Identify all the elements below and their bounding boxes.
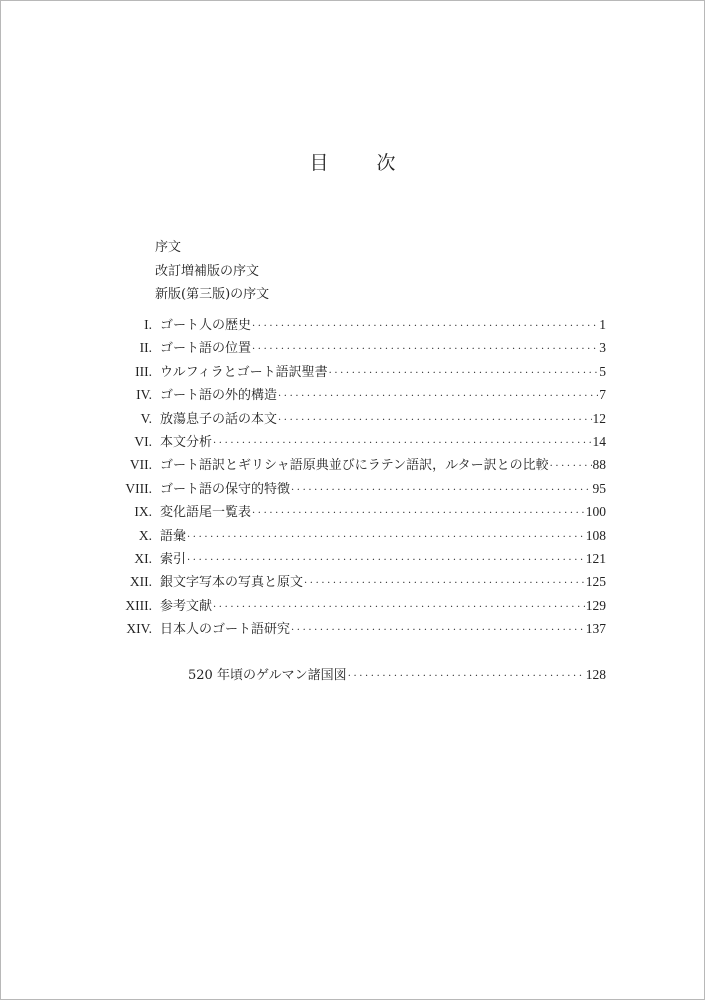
page-number: 5 — [599, 363, 606, 379]
dot-leader — [291, 619, 585, 642]
dot-leader — [348, 665, 585, 688]
page-title-char-1: 目 — [309, 152, 329, 174]
page-title — [0, 148, 705, 175]
toc-row[interactable] — [96, 430, 606, 453]
table-of-contents — [96, 313, 606, 640]
chapter-number: VI. — [134, 433, 152, 449]
chapter-title: ゴート語の保守的特徴 — [160, 481, 291, 497]
chapter-title: 索引 — [160, 551, 187, 567]
chapter-number: XII. — [129, 574, 152, 590]
toc-row[interactable] — [96, 524, 606, 547]
preface-item[interactable]: 改訂増補版の序文 — [155, 263, 260, 279]
toc-row[interactable] — [96, 477, 606, 500]
preface-item[interactable]: 序文 — [155, 240, 182, 255]
chapter-title: 本文分析 — [160, 434, 213, 450]
chapter-number: III. — [135, 363, 152, 379]
toc-row[interactable] — [96, 617, 606, 640]
preface-item[interactable]: 新版(第三版)の序文 — [155, 287, 270, 302]
toc-row[interactable] — [96, 594, 606, 617]
chapter-title: ゴート人の歴史 — [160, 318, 252, 333]
toc-row[interactable] — [96, 407, 606, 430]
chapter-number: II. — [139, 340, 152, 356]
dot-leader — [329, 362, 599, 385]
page-number: 14 — [592, 433, 606, 449]
chapter-number: XIV. — [126, 621, 152, 637]
toc-row[interactable] — [96, 547, 606, 570]
chapter-title: 銀文字写本の写真と原文 — [160, 575, 304, 591]
chapter-title: ウルフィラとゴート語訳聖書 — [160, 364, 328, 380]
dot-leader — [187, 549, 585, 572]
chapter-number: XI. — [134, 550, 152, 566]
page-number: 128 — [585, 667, 606, 682]
page-number: 108 — [585, 527, 606, 543]
page-title-char-2: 次 — [376, 152, 396, 174]
dot-leader — [252, 502, 585, 525]
toc-row[interactable] — [96, 360, 606, 383]
chapter-number: IX. — [134, 504, 152, 520]
chapter-title: 日本人のゴート語研究 — [160, 622, 291, 638]
dot-leader — [278, 409, 591, 432]
chapter-number: VII. — [129, 457, 152, 473]
dot-leader — [187, 526, 585, 549]
chapter-title: 参考文献 — [160, 598, 213, 614]
chapter-number: XIII. — [125, 597, 152, 613]
page-number: 121 — [585, 550, 606, 566]
toc-row[interactable] — [96, 336, 606, 359]
toc-row[interactable] — [96, 570, 606, 593]
chapter-number: I. — [144, 317, 152, 332]
page-number: 137 — [585, 621, 606, 637]
page-number: 125 — [585, 574, 606, 590]
page-number: 7 — [599, 387, 606, 403]
dot-leader — [213, 596, 585, 619]
chapter-number: X. — [138, 527, 152, 543]
chapter-title: ゴート語の位置 — [160, 341, 252, 357]
preface-list — [155, 236, 269, 307]
dot-leader — [304, 572, 585, 595]
dot-leader — [213, 432, 591, 455]
map-entry[interactable] — [188, 663, 606, 688]
dot-leader — [550, 455, 592, 478]
dot-leader — [252, 315, 598, 338]
chapter-title: ゴート語の外的構造 — [160, 388, 278, 404]
map-title: 520 年頃のゲルマン諸国図 — [188, 668, 347, 683]
page-number: 95 — [592, 480, 606, 496]
chapter-title: ゴート語訳とギリシャ語原典並びにラテン語訳，ルター訳との比較 — [160, 458, 549, 474]
chapter-number: V. — [140, 410, 152, 426]
chapter-title: 変化語尾一覧表 — [160, 505, 252, 521]
chapter-title: 放蕩息子の話の本文 — [160, 411, 278, 427]
toc-row[interactable] — [96, 313, 606, 336]
page-number: 129 — [585, 597, 606, 613]
chapter-number: VIII. — [125, 480, 152, 496]
toc-row[interactable] — [96, 453, 606, 476]
dot-leader — [252, 338, 598, 361]
page-number: 1 — [599, 317, 606, 332]
dot-leader — [291, 479, 591, 502]
page-number: 12 — [592, 410, 606, 426]
toc-row[interactable] — [96, 383, 606, 406]
page-number: 100 — [585, 504, 606, 520]
toc-row[interactable] — [96, 500, 606, 523]
chapter-title: 語彙 — [160, 528, 187, 544]
dot-leader — [278, 385, 598, 408]
chapter-number: IV. — [136, 387, 152, 403]
page-number: 3 — [599, 340, 606, 356]
page-number: 88 — [592, 457, 606, 473]
